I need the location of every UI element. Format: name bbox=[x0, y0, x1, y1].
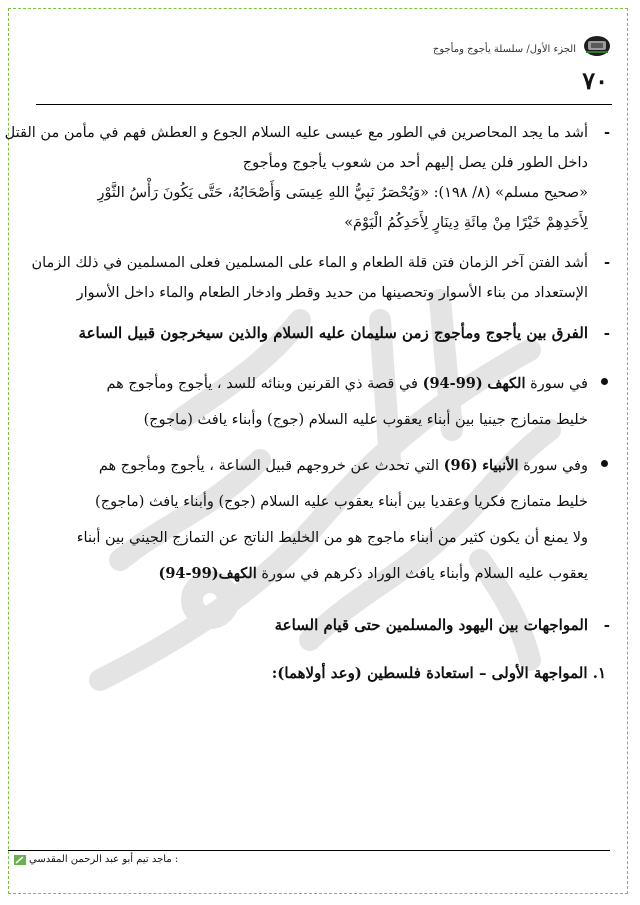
surah-name: الكهف bbox=[487, 375, 526, 392]
verse-ref: (99-94) bbox=[422, 375, 483, 392]
text-line: داخل الطور فلن يصل إليهم أحد من شعوب يأجوج ومأجوج bbox=[242, 155, 588, 171]
text-fragment: وفي سورة bbox=[523, 458, 588, 474]
list-item bbox=[36, 448, 610, 592]
list-item bbox=[36, 366, 610, 438]
text-line: أشد الفتن آخر الزمان فتن قلة الطعام و الماء على المسلمين فعلى المسلمين في ذلك الزمان bbox=[31, 255, 588, 271]
heading-text: ١. المواجهة الأولى – استعادة فلسطين (وعد أولاهما): bbox=[271, 664, 606, 682]
text-line: خليط متمازج فكريا وعقديا بين أبناء يعقوب عليه السلام (جوج) وأبناء يافث (ماجوج) bbox=[95, 494, 588, 510]
text-line: ولا يمنع أن يكون كثير من أبناء ماجوج هو من الخليط الناتج عن التمازج الجيني بين أبناء bbox=[76, 530, 588, 546]
author-credit: : ماجد تيم أبو عبد الرحمن المقدسي bbox=[29, 854, 179, 865]
section-heading bbox=[36, 318, 610, 348]
verse-ref: (99-94) bbox=[158, 565, 219, 582]
hadith-quote: «صحيح مسلم» (٨/ ١٩٨): «وَيُحْصَرُ نَبِيُّ اللهِ عِيسَى وَأَصْحَابُهُ، حَتَّى يَكُونَ رَأْسُ الثَّوْرِ bbox=[97, 185, 588, 201]
dash-marker: - bbox=[603, 254, 610, 271]
verse-ref: (96) bbox=[443, 457, 478, 474]
text-fragment: يعقوب عليه السلام وأبناء يافث الوراد ذكرهم في سورة bbox=[261, 566, 588, 582]
text-fragment: في قصة ذي القرنين وبنائه للسد ، يأجوج ومأجوج هم bbox=[106, 376, 418, 392]
text-line: خليط متمازج جينيا بين أبناء يعقوب عليه السلام (جوج) وأبناء يافث (ماجوج) bbox=[143, 412, 588, 428]
text-fragment: في سورة bbox=[530, 376, 588, 392]
hadith-quote: لِأَحَدِهِمْ خَيْرًا مِنْ مِائَةِ دِينَارٍ لِأَحَدِكُمُ الْيَوْمَ» bbox=[344, 215, 588, 231]
text-line bbox=[36, 366, 588, 402]
list-item bbox=[31, 248, 610, 308]
running-header: الجزء الأول/ سلسلة يأجوج ومأجوج bbox=[432, 44, 576, 55]
bullet-icon bbox=[601, 460, 608, 467]
dash-marker: - bbox=[603, 124, 610, 141]
text-line bbox=[36, 448, 588, 484]
text-line: الإستعداد من بناء الأسوار وتحصينها من حديد وقطر وادخار الطعام والماء داخل الأسوار bbox=[76, 285, 588, 301]
surah-name: الكهف bbox=[218, 565, 257, 582]
text-fragment: التي تحدث عن خروجهم قبيل الساعة ، يأجوج ومأجوج هم bbox=[98, 458, 440, 474]
heading-text: المواجهات بين اليهود والمسلمين حتى قيام الساعة bbox=[274, 616, 588, 634]
footer bbox=[14, 854, 178, 865]
book-logo-icon bbox=[582, 30, 612, 60]
heading-text: الفرق بين يأجوج ومأجوج زمن سليمان عليه السلام والذين سيخرجون قبيل الساعة bbox=[78, 324, 588, 342]
bullet-icon bbox=[601, 378, 608, 385]
text-line bbox=[36, 556, 588, 592]
surah-name: الأنبياء bbox=[482, 457, 519, 474]
text-line: أشد ما يجد المحاصرين في الطور مع عيسى عليه السلام الجوع و العطش فهم في مأمن من القتل bbox=[4, 125, 588, 141]
list-item bbox=[4, 118, 610, 238]
dash-marker: - bbox=[603, 616, 610, 634]
header-divider bbox=[36, 104, 612, 105]
dash-marker: - bbox=[603, 324, 610, 342]
page-number: ٧٠ bbox=[582, 66, 608, 95]
footer-divider bbox=[8, 850, 610, 851]
subsection-heading bbox=[36, 658, 610, 688]
pen-icon bbox=[14, 855, 26, 865]
page-content bbox=[4, 118, 610, 688]
section-heading bbox=[36, 610, 610, 640]
